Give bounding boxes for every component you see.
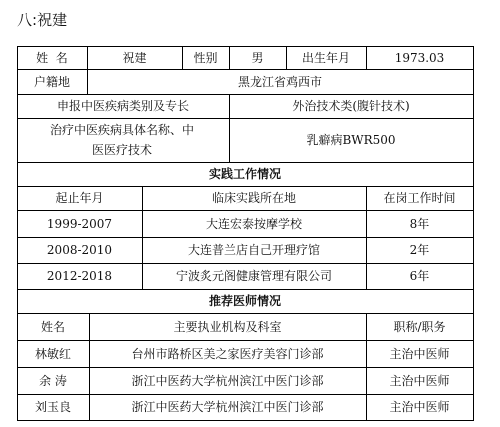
- name-value: 祝建: [122, 50, 147, 65]
- section-title: 祝建: [37, 11, 68, 29]
- table-rule: [17, 118, 474, 119]
- birth-value: 1973.03: [394, 50, 445, 65]
- table-divider: [286, 46, 287, 70]
- recommenders-header-title: 职称/职务: [393, 319, 446, 334]
- table-divider: [142, 186, 143, 290]
- table-rule: [17, 186, 474, 187]
- residence-value: 黑龙江省鸡西市: [237, 74, 322, 89]
- table-rule: [17, 313, 474, 314]
- practice-section-title: 实践工作情况: [208, 167, 281, 181]
- treatment-value: 乳癖病BWR500: [306, 133, 396, 147]
- practice-duration: 2年: [409, 243, 430, 257]
- table-rule: [17, 69, 474, 70]
- name-label: 姓 名: [36, 50, 68, 65]
- recommender-title: 主治中医师: [389, 400, 450, 414]
- practice-header-place: 临床实践所在地: [211, 191, 296, 205]
- table-border-right: [473, 46, 474, 421]
- table-rule: [17, 94, 474, 95]
- table-border-left: [17, 46, 18, 421]
- recommender-name: 余 涛: [39, 373, 67, 388]
- practice-duration: 8年: [409, 216, 430, 231]
- table-divider: [229, 94, 230, 163]
- practice-place: 大连普兰店自己开理疗馆: [187, 243, 320, 257]
- recommender-name: 林敏红: [34, 346, 71, 361]
- section-heading: [17, 10, 67, 30]
- birth-label: 出生年月: [301, 50, 350, 65]
- recommender-institution: 台州市路桥区美之家医疗美容门诊部: [131, 346, 324, 361]
- table-divider: [87, 46, 88, 95]
- specialty-value: 外治技术类(腹针技术): [292, 99, 410, 113]
- practice-duration: 6年: [409, 269, 430, 283]
- section-number: 八:: [17, 11, 38, 29]
- practice-header-duration: 在岗工作时间: [383, 191, 456, 205]
- table-rule: [17, 394, 474, 395]
- practice-period: 1999-2007: [46, 216, 113, 231]
- table-divider: [366, 313, 367, 421]
- table-divider: [229, 46, 230, 70]
- table-border-bottom: [17, 420, 474, 421]
- recommenders-section-title: 推荐医师情况: [208, 294, 281, 308]
- recommender-title: 主治中医师: [389, 346, 450, 361]
- table-rule: [17, 162, 474, 163]
- recommender-institution: 浙江中医药大学杭州滨江中医门诊部: [131, 400, 324, 414]
- table-divider: [366, 186, 367, 290]
- table-rule: [17, 340, 474, 341]
- gender-value: 男: [251, 50, 264, 65]
- practice-header-period: 起止年月: [55, 191, 104, 205]
- table-rule: [17, 237, 474, 238]
- recommenders-header-name: 姓名: [40, 319, 65, 334]
- table-rule: [17, 289, 474, 290]
- recommenders-header-institution: 主要执业机构及科室: [173, 319, 282, 334]
- recommender-institution: 浙江中医药大学杭州滨江中医门诊部: [131, 373, 324, 388]
- residence-label: 户籍地: [33, 74, 70, 89]
- practice-period: 2008-2010: [46, 243, 113, 257]
- table-border-top: [17, 46, 474, 47]
- gender-label: 性别: [193, 50, 218, 65]
- recommender-name: 刘玉良: [34, 400, 71, 414]
- practice-place: 大连宏泰按摩学校: [205, 216, 302, 231]
- table-rule: [17, 367, 474, 368]
- table-rule: [17, 210, 474, 211]
- practice-period: 2012-2018: [46, 269, 113, 283]
- recommender-title: 主治中医师: [389, 373, 450, 388]
- table-divider: [182, 46, 183, 70]
- table-rule: [17, 263, 474, 264]
- table-divider: [89, 313, 90, 421]
- specialty-label: 申报中医疾病类别及专长: [56, 99, 189, 113]
- table-divider: [366, 46, 367, 70]
- treatment-label: 治疗中医疾病具体名称、中医医疗技术: [49, 123, 194, 157]
- practice-place: 宁波炙元阁健康管理有限公司: [175, 269, 332, 283]
